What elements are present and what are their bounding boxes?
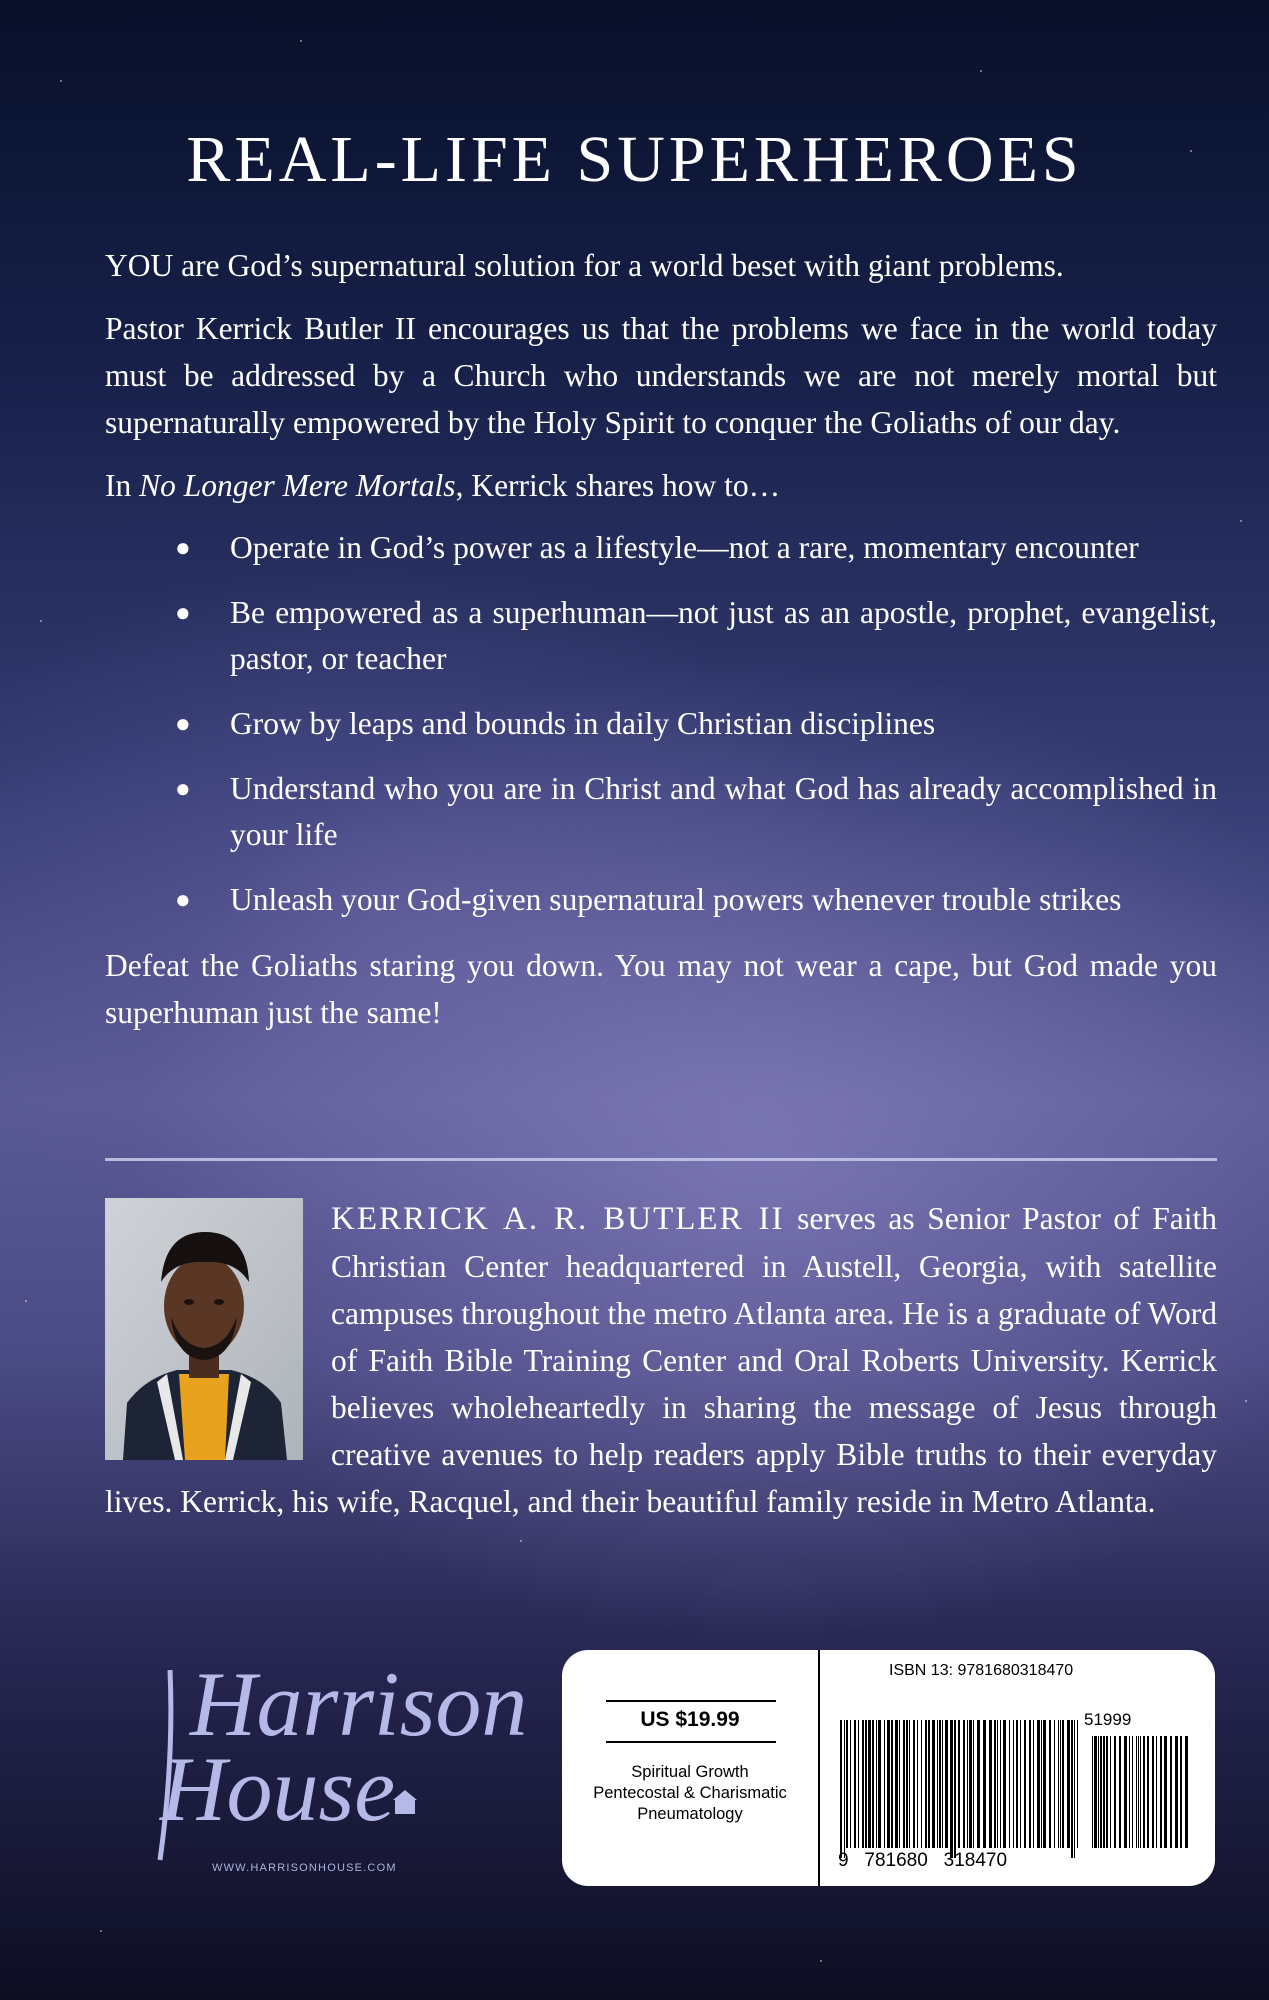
barcode-bar — [1136, 1736, 1137, 1848]
star — [40, 620, 42, 622]
list-item-text: Grow by leaps and bounds in daily Christian disciplines — [230, 706, 936, 741]
barcode-bar — [958, 1720, 960, 1848]
list-item — [105, 590, 1217, 682]
price-rule-top — [606, 1700, 776, 1702]
barcode-bar — [906, 1720, 908, 1848]
author-photo — [105, 1198, 303, 1460]
barcode-bar — [1094, 1736, 1097, 1848]
barcode-bar — [1110, 1736, 1111, 1848]
barcode-bar — [1049, 1720, 1051, 1848]
barcode-bar — [917, 1720, 918, 1848]
barcode-bar — [1092, 1736, 1093, 1848]
isbn-label: ISBN 13: 9781680318470 — [889, 1662, 1074, 1679]
barcode-bar — [1103, 1736, 1105, 1848]
section-divider — [105, 1158, 1217, 1161]
barcode-bar — [1164, 1736, 1167, 1848]
barcode-bar — [969, 1720, 972, 1848]
price-label: US $19.99 — [640, 1708, 740, 1731]
bullet-dot-icon: ● — [175, 774, 191, 803]
bullet-dot-icon: ● — [175, 598, 191, 627]
barcode-bar — [954, 1720, 956, 1858]
category-item: Pneumatology — [637, 1805, 743, 1823]
barcode-bar — [1020, 1720, 1021, 1848]
bio-body: serves as Senior Pastor of Faith Christian Center headquartered in Austell, Georgia, with satellite campuses throughout the metro Atlanta area. He is a graduate of Word of Faith Bible Training Center and Oral Roberts University. Kerrick believes wholeheartedly in sharing the message of Jesus through creative avenues to help readers apply Bible truths to their everyday lives. Kerrick, his wife, Racquel, and their beautiful family reside in Metro Atlanta. — [105, 1201, 1217, 1519]
barcode-bar — [1041, 1720, 1042, 1848]
star — [1245, 1400, 1247, 1402]
author-name: KERRICK A. R. BUTLER II — [331, 1201, 785, 1237]
barcode-bar — [928, 1720, 930, 1848]
category-item: Spiritual Growth — [631, 1763, 749, 1781]
barcode-bar — [895, 1720, 898, 1848]
barcode-bar — [967, 1720, 968, 1848]
barcode-bar — [887, 1720, 890, 1848]
star — [520, 1540, 522, 1542]
barcode-bar — [1129, 1736, 1130, 1848]
logo-house-icon — [393, 1790, 417, 1814]
barcode-bar — [925, 1720, 927, 1848]
star — [1240, 520, 1242, 522]
list-item — [105, 525, 1217, 571]
list-item — [105, 701, 1217, 747]
barcode-bar — [878, 1720, 881, 1848]
barcode-bar — [1060, 1720, 1061, 1848]
list-item-text: Understand who you are in Christ and what God has already accomplished in your life — [230, 771, 1217, 852]
barcode-bar — [846, 1720, 848, 1848]
barcode-bar — [1077, 1720, 1078, 1848]
barcode-bar — [1003, 1720, 1006, 1848]
barcode-bar — [1138, 1736, 1139, 1848]
barcode-bar — [862, 1720, 864, 1848]
author-photo-illustration — [105, 1198, 303, 1460]
logo-line-2: House — [160, 1738, 396, 1840]
isbn-digits: 9 781680 318470 — [838, 1850, 1008, 1871]
lead-in-prefix: In — [105, 468, 140, 503]
barcode-bar — [1054, 1720, 1055, 1848]
category-item: Pentecostal & Charismatic — [593, 1784, 787, 1802]
barcode-bar — [1124, 1736, 1127, 1848]
barcode-bar — [1185, 1736, 1188, 1848]
barcode-bar — [921, 1720, 922, 1848]
star — [980, 70, 982, 72]
barcode-image — [838, 1702, 1198, 1850]
bullet-dot-icon: ● — [175, 709, 191, 738]
barcode-bar — [1119, 1736, 1121, 1848]
barcode-bar — [891, 1720, 893, 1848]
logo-wordmark — [150, 1640, 528, 1880]
barcode-bar — [1024, 1720, 1026, 1848]
barcode-bar — [1037, 1720, 1040, 1848]
barcode-bar — [1156, 1736, 1157, 1848]
barcode-bar — [1062, 1720, 1064, 1848]
barcode-bar — [1175, 1736, 1178, 1848]
lead-in-suffix: , Kerrick shares how to… — [455, 468, 781, 503]
star — [60, 80, 62, 82]
description-paragraph: Pastor Kerrick Butler II encourages us that the problems we face in the world today must be addressed by a Church who understands we are not merely mortal but supernaturally empowered by the Holy Spirit to conquer the Goliaths of our day. — [105, 311, 1217, 440]
barcode-bar — [903, 1720, 905, 1848]
barcode-bar — [1029, 1720, 1031, 1848]
list-item — [105, 877, 1217, 923]
barcode-bar — [850, 1720, 851, 1848]
star — [820, 1960, 822, 1962]
barcode-bar — [876, 1720, 877, 1848]
category-list — [562, 1762, 818, 1825]
barcode-bar — [868, 1720, 871, 1848]
star — [100, 1930, 102, 1932]
intro-paragraph: YOU are God’s supernatural solution for a world beset with giant problems. — [105, 248, 1064, 283]
barcode-bar — [1143, 1736, 1145, 1848]
barcode-bar — [1100, 1736, 1102, 1848]
barcode-bar — [1009, 1720, 1010, 1848]
barcode-bar — [1147, 1736, 1149, 1848]
barcode-bar — [872, 1720, 874, 1848]
logo-line-1: Harrison — [190, 1653, 528, 1755]
star — [25, 1300, 27, 1302]
barcode-bar — [939, 1720, 941, 1848]
blurb — [105, 242, 1217, 1036]
author-bio — [105, 1195, 1217, 1525]
barcode-bar — [973, 1720, 974, 1848]
star — [300, 40, 302, 42]
barcode-bar — [1033, 1720, 1034, 1848]
barcode-bar — [1140, 1736, 1141, 1848]
barcode-bar — [1132, 1736, 1133, 1848]
barcode-bar — [942, 1720, 943, 1848]
barcode-bar — [932, 1720, 935, 1848]
barcode-bar — [854, 1720, 856, 1848]
barcode-bar — [884, 1720, 885, 1848]
cover-title: REAL-LIFE SUPERHEROES — [186, 123, 1083, 196]
barcode-bar — [963, 1720, 965, 1848]
bullet-dot-icon: ● — [175, 885, 191, 914]
barcode-bar — [1180, 1736, 1182, 1848]
price-code: 51999 — [1084, 1710, 1132, 1729]
barcode-bar — [1160, 1736, 1162, 1848]
barcode-bar — [1058, 1720, 1059, 1848]
harrison-house-logo — [150, 1640, 528, 1880]
barcode-panel — [562, 1650, 1215, 1886]
barcode-bar — [1071, 1720, 1073, 1858]
barcode-bar — [1170, 1736, 1172, 1848]
barcode-bar — [913, 1720, 915, 1848]
publisher-website: WWW.HARRISONHOUSE.COM — [212, 1862, 397, 1874]
barcode-bar — [1000, 1720, 1001, 1848]
barcode-bar — [994, 1720, 996, 1848]
barcode-bar — [1114, 1736, 1116, 1848]
benefit-list — [105, 525, 1217, 923]
barcode-bar — [899, 1720, 900, 1848]
barcode-divider — [818, 1650, 820, 1886]
barcode-bar — [840, 1720, 842, 1858]
barcode-bar — [937, 1720, 938, 1848]
book-title: No Longer Mere Mortals — [139, 468, 456, 503]
list-item-text: Operate in God’s power as a lifestyle—not a rare, momentary encounter — [230, 530, 1139, 565]
barcode-bar — [997, 1720, 998, 1848]
barcode-bar — [977, 1720, 980, 1848]
barcode-bar — [1043, 1720, 1046, 1848]
barcode-bar — [950, 1720, 953, 1858]
barcode-bar — [1106, 1736, 1108, 1848]
list-item — [105, 766, 1217, 858]
bullet-dot-icon: ● — [175, 533, 191, 562]
barcode-bar — [945, 1720, 948, 1848]
barcode-bar — [1067, 1720, 1070, 1848]
price-rule-bottom — [606, 1741, 776, 1743]
barcode-bar — [989, 1720, 992, 1848]
barcode-bar — [909, 1720, 910, 1848]
closing-paragraph: Defeat the Goliaths staring you down. You may not wear a cape, but God made you superhuman just the same! — [105, 948, 1217, 1030]
barcode-bar — [858, 1720, 859, 1848]
barcode-bar — [1074, 1720, 1075, 1858]
barcode-bar — [1152, 1736, 1154, 1848]
barcode-bar — [1013, 1720, 1014, 1848]
barcode-bar — [865, 1720, 867, 1848]
list-item-text: Unleash your God-given supernatural powers whenever trouble strikes — [230, 882, 1122, 917]
barcode-bar — [1016, 1720, 1018, 1848]
barcode-bar — [1098, 1736, 1099, 1848]
barcode-bar — [983, 1720, 986, 1848]
barcode-bar — [844, 1720, 845, 1858]
lead-in — [105, 462, 1217, 509]
list-item-text: Be empowered as a superhuman—not just as an apostle, prophet, evangelist, pastor, or teacher — [230, 595, 1217, 676]
